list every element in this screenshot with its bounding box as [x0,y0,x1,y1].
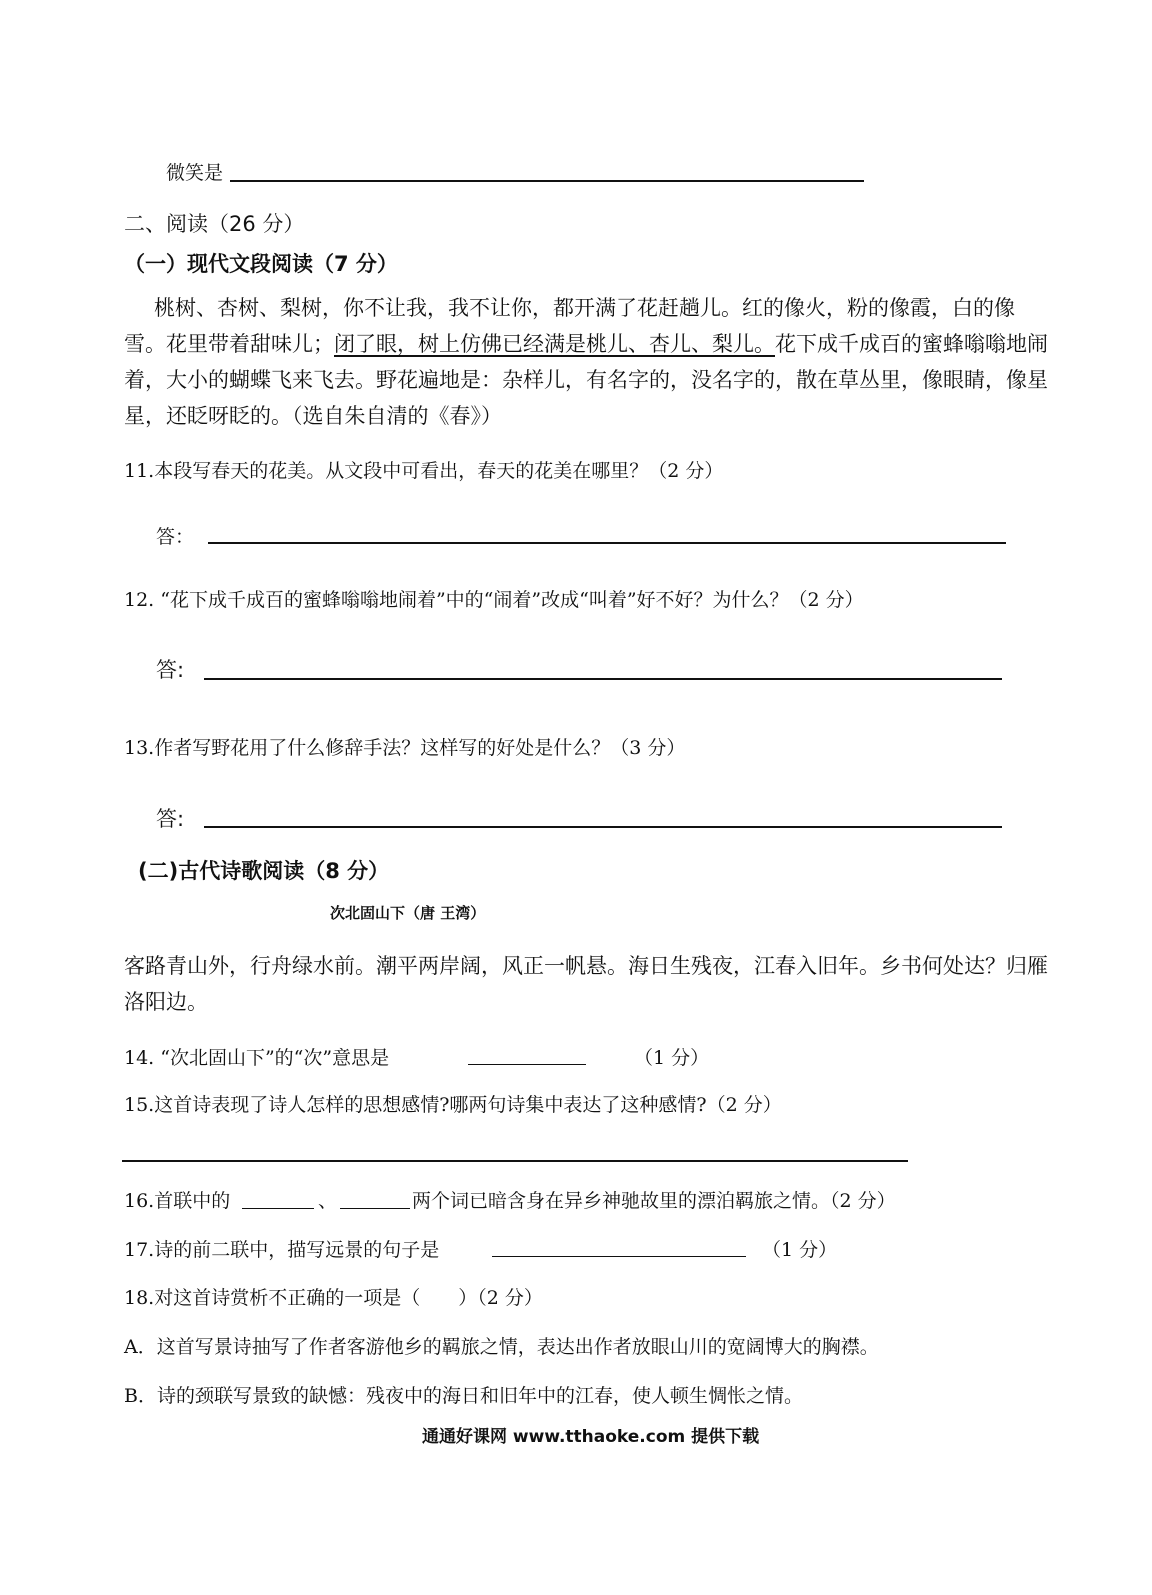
question-12: 12. “花下成千成百的蜜蜂嗡嗡地闹着”中的“闹着”改成“叫着”好不好？为什么？（2 分） [124,589,864,611]
option-b[interactable]: B．诗的颈联写景致的缺憾：残夜中的海日和旧年中的江春，使人顿生惆怅之情。 [124,1385,803,1407]
question-11: 11.本段写春天的花美。从文段中可看出，春天的花美在哪里？（2 分） [124,460,724,482]
question-13: 13.作者写野花用了什么修辞手法？这样写的好处是什么？（3 分） [124,737,686,759]
smile-label: 微笑是 [166,162,224,184]
option-a[interactable]: A．这首写景诗抽写了作者客游他乡的羁旅之情，表达出作者放眼山川的宽阔博大的胸襟。 [124,1336,879,1358]
question-17: 17.诗的前二联中，描写远景的句子是 [124,1239,440,1261]
passage-text-1: 桃树、杏树、梨树，你不让我，我不让你，都开满了花赶趟儿。红的像火，粉的像霞，白的像雪。花里带着甜味儿； [124,296,1015,356]
answer-13-label: 答: [156,807,185,831]
answer-17-line[interactable] [492,1256,746,1257]
question-18: 18.对这首诗赏析不正确的一项是（ ）（2 分） [124,1287,543,1309]
answer-11-line[interactable] [208,542,1006,544]
passage [124,290,1054,434]
answer-14-line[interactable] [468,1064,586,1065]
question-17-score: （1 分） [762,1239,838,1261]
passage-underlined: 闭了眼，树上仿佛已经满是桃儿、杏儿、梨儿。 [334,332,775,356]
answer-15-line[interactable] [122,1160,908,1162]
answer-12-line[interactable] [204,678,1002,680]
question-14: 14. “次北固山下”的“次”意思是 [124,1047,390,1069]
answer-11-label: 答： [156,526,195,548]
answer-16-blank-1[interactable] [242,1208,314,1209]
question-14-score: （1 分） [634,1047,710,1069]
question-15: 15.这首诗表现了诗人怎样的思想感情?哪两句诗集中表达了这种感情?（2 分） [124,1094,782,1116]
answer-13-line[interactable] [204,826,1002,828]
smile-answer-line[interactable] [230,180,864,182]
answer-12-label: 答: [156,658,185,682]
part2-heading: (二)古代诗歌阅读（8 分） [138,859,390,883]
question-16-end: 两个词已暗含身在异乡神驰故里的漂泊羁旅之情。（2 分） [412,1190,896,1212]
answer-16-blank-2[interactable] [340,1208,410,1209]
poem-text: 客路青山外，行舟绿水前。潮平两岸阔，风正一帆悬。海日生残夜，江春入旧年。乡书何处达？归雁洛阳边。 [124,954,1048,1014]
question-16-start: 16.首联中的 [124,1190,231,1212]
footer-text[interactable]: 通通好课网 www.tthaoke.com 提供下载 [422,1427,760,1447]
passage-text-2: 花下成千成百的蜜蜂嗡嗡地闹着，大小的蝴蝶飞来飞去。野花遍地是：杂样儿，有名字的，没名字的，散在草丛里，像眼睛，像星星，还眨呀眨的。（选自朱自清的《春》） [124,332,1048,428]
question-16-sep: 、 [318,1190,338,1212]
part1-heading: （一）现代文段阅读（7 分） [124,252,398,276]
section-title: 二、阅读（26 分） [124,212,305,236]
poem-title: 次北固山下（唐 王湾） [330,904,486,922]
